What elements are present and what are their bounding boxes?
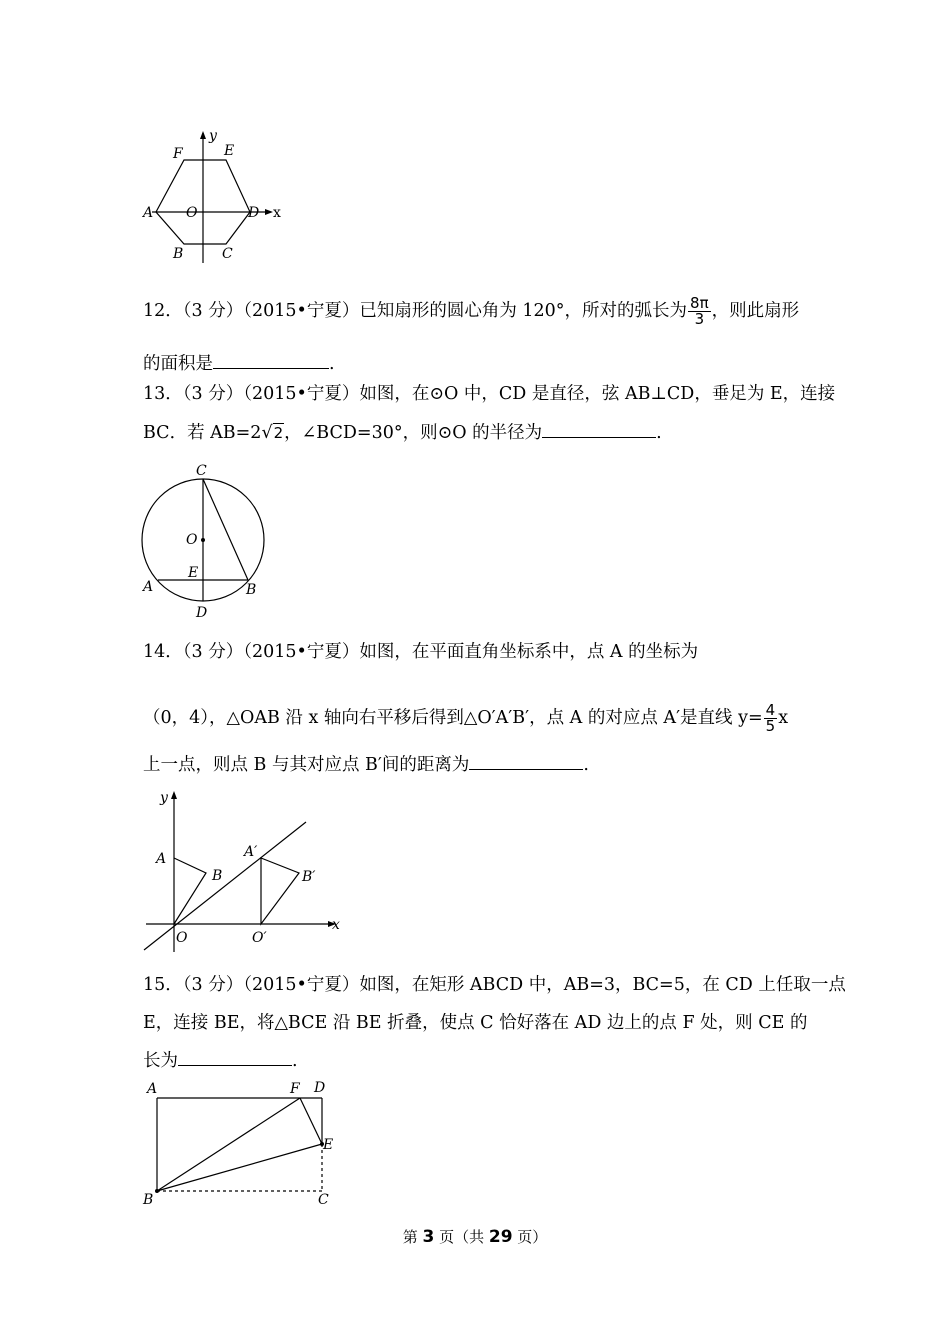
label-O: O xyxy=(186,205,198,221)
fraction-8pi-3 xyxy=(688,296,711,327)
fraction-numerator: 4 xyxy=(765,701,776,719)
q14-line3 xyxy=(143,752,589,777)
q14-text: 14．（3 分）（2015•宁夏）如图，在平面直角坐标系中，点 A 的坐标为 xyxy=(143,642,699,662)
label-A: A xyxy=(147,1081,158,1097)
label-F: F xyxy=(173,146,183,162)
segment-BF xyxy=(157,1098,300,1191)
answer-blank-13[interactable] xyxy=(542,420,656,438)
footer-total-pages: 29 xyxy=(488,1227,513,1247)
hexagon-figure xyxy=(140,128,300,268)
center-dot xyxy=(201,538,205,542)
label-B: B xyxy=(173,246,184,262)
label-y: y xyxy=(209,128,217,144)
footer-prefix: 第 xyxy=(402,1228,423,1246)
fraction-4-5 xyxy=(764,703,778,734)
y-axis-arrow xyxy=(200,131,206,139)
q15-line2 xyxy=(143,1011,807,1035)
page-footer xyxy=(0,1226,950,1247)
q14-x: x xyxy=(778,708,789,728)
q15-text3: 长为 xyxy=(143,1051,178,1071)
label-A: A xyxy=(156,851,167,867)
q14-line1 xyxy=(143,640,698,664)
q12-period: . xyxy=(329,354,335,374)
sqrt-2 xyxy=(261,421,284,445)
sqrt-sign: √ xyxy=(261,423,273,443)
q12-text2: 的面积是 xyxy=(143,354,213,374)
q15-period: . xyxy=(292,1051,298,1071)
footer-middle: 页（共 xyxy=(434,1228,489,1246)
label-A-prime: A′ xyxy=(244,844,258,860)
label-B: B xyxy=(212,868,223,884)
label-C: C xyxy=(196,463,207,479)
label-F: F xyxy=(290,1081,300,1097)
answer-blank-15[interactable] xyxy=(178,1048,292,1066)
fraction-denominator: 5 xyxy=(765,717,776,735)
q13-text2a: BC．若 AB=2 xyxy=(143,423,262,443)
q15-text2: E，连接 BE，将△BCE 沿 BE 折叠，使点 C 恰好落在 AD 边上的点 F 处，则 CE 的 xyxy=(143,1013,808,1033)
coordinate-figure xyxy=(140,786,350,956)
segment-BE xyxy=(157,1144,322,1191)
rectangle-figure xyxy=(140,1076,340,1210)
q12-text: 12．（3 分）（2015•宁夏）已知扇形的圆心角为 120°，所对的弧长为 xyxy=(143,301,688,321)
label-D: D xyxy=(314,1080,326,1096)
fraction-numerator: 8π xyxy=(690,294,709,312)
y-axis-arrow xyxy=(171,791,177,799)
x-axis-arrow xyxy=(265,209,273,215)
label-A: A xyxy=(143,579,154,595)
q15-line1 xyxy=(143,973,846,997)
q12-text-tail: ，则此扇形 xyxy=(711,301,800,321)
point-B xyxy=(155,1189,159,1193)
label-B: B xyxy=(143,1192,154,1208)
footer-suffix: 页） xyxy=(512,1228,548,1246)
label-D: D xyxy=(196,605,208,621)
label-B-prime: B′ xyxy=(302,869,316,885)
label-x: x xyxy=(332,917,340,933)
label-O: O xyxy=(176,930,188,946)
segment-BC xyxy=(203,479,248,580)
label-y: y xyxy=(160,790,168,806)
label-C: C xyxy=(222,246,233,262)
fraction-denominator: 3 xyxy=(694,310,705,328)
q13-text2b: ，∠BCD=30°，则⊙O 的半径为 xyxy=(284,423,543,443)
q15-line3 xyxy=(143,1048,298,1073)
q14-text3: 上一点，则点 B 与其对应点 B′间的距离为 xyxy=(143,755,470,775)
label-D: D xyxy=(248,205,260,221)
q14-period: . xyxy=(583,755,589,775)
label-E: E xyxy=(224,143,235,159)
q12-line2 xyxy=(143,351,335,376)
circle-figure xyxy=(138,460,278,622)
triangle-OpApBp xyxy=(261,858,299,924)
q13-line2 xyxy=(143,420,662,445)
q13-period: . xyxy=(656,423,662,443)
q12-line1 xyxy=(143,296,799,327)
q13-text: 13．（3 分）（2015•宁夏）如图，在⊙O 中，CD 是直径，弦 AB⊥CD，垂足为 E，连接 xyxy=(143,384,836,404)
q13-line1 xyxy=(143,382,835,406)
label-E: E xyxy=(188,565,199,581)
label-C: C xyxy=(318,1192,329,1208)
line-y-4-5x xyxy=(144,822,306,950)
label-x: x xyxy=(273,205,281,221)
sqrt-radicand: 2 xyxy=(273,424,284,442)
answer-blank-14[interactable] xyxy=(469,752,583,770)
label-O-prime: O′ xyxy=(252,930,267,946)
footer-page-number: 3 xyxy=(422,1227,435,1247)
label-B: B xyxy=(246,582,257,598)
segment-FE xyxy=(300,1098,322,1144)
label-A: A xyxy=(143,205,154,221)
label-E: E xyxy=(323,1137,334,1153)
label-O: O xyxy=(186,532,198,548)
q14-line2 xyxy=(143,703,788,734)
q14-text2: （0，4），△OAB 沿 x 轴向右平移后得到△O′A′B′，点 A 的对应点 A′是直线 y= xyxy=(143,708,763,728)
q15-text: 15．（3 分）（2015•宁夏）如图，在矩形 ABCD 中，AB=3，BC=5，在 CD 上任取一点 xyxy=(143,975,846,995)
answer-blank-12[interactable] xyxy=(213,351,329,369)
